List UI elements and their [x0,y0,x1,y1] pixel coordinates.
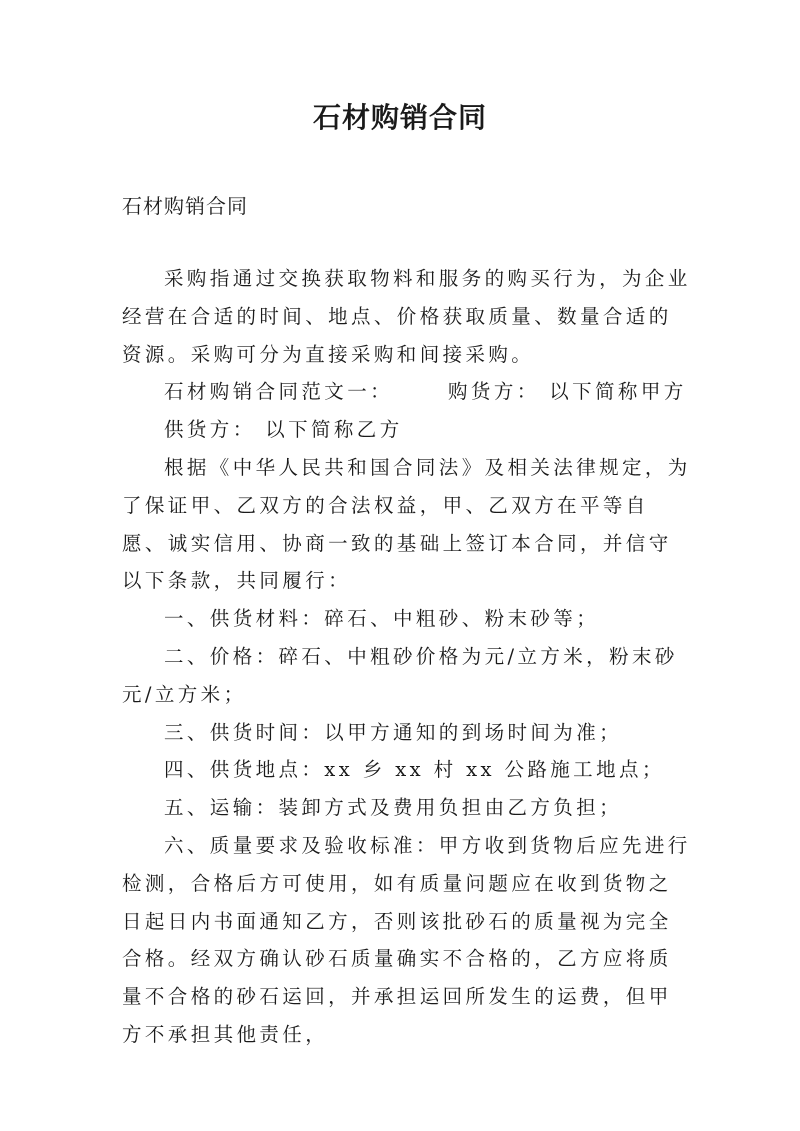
clause-5-transport: 五、运输：装卸方式及费用负担由乙方负担； [164,796,623,820]
clause-3-time: 三、供货时间：以甲方通知的到场时间为准； [164,720,623,744]
sample-heading-text: 石材购销合同范文一： [164,380,394,404]
clause-2-price: 二、价格：碎石、中粗砂价格为元/立方米，粉末砂 元/立方米； [122,644,678,706]
buyer-text: 购货方： 以下简称甲方 [448,380,687,404]
paragraph-sample-heading [122,373,692,411]
document-subtitle: 石材购销合同 [122,194,248,218]
clause-6-quality: 六、质量要求及验收标准：甲方收到货物后应先进行检测，合格后方可使用，如有质量问题应在收到货物之日起日内书面通知乙方，否则该批砂石的质量视为完全合格。经双方确认砂石质量确实不合格的，乙方应将质量不合格的砂石运回，并承担运回所发生的运费，但甲方不承担其他责任， [122,833,691,1046]
paragraph-intro: 采购指通过交换获取物料和服务的购买行为，为企业经营在合适的时间、地点、价格获取质量、数量合适的资源。采购可分为直接采购和间接采购。 [122,267,691,366]
paragraph-supplier: 供货方： 以下简称乙方 [164,418,403,442]
clause-1-materials: 一、供货材料：碎石、中粗砂、粉末砂等； [164,607,600,631]
clause-4-location: 四、供货地点：xx 乡 xx 村 xx 公路施工地点； [164,758,665,782]
document-body [122,260,692,1054]
document-title: 石材购销合同 [312,101,487,134]
paragraph-legal-basis: 根据《中华人民共和国合同法》及相关法律规定，为了保证甲、乙双方的合法权益，甲、乙双方在平等自愿、诚实信用、协商一致的基础上签订本合同，并信守以下条款，共同履行： [122,455,691,593]
